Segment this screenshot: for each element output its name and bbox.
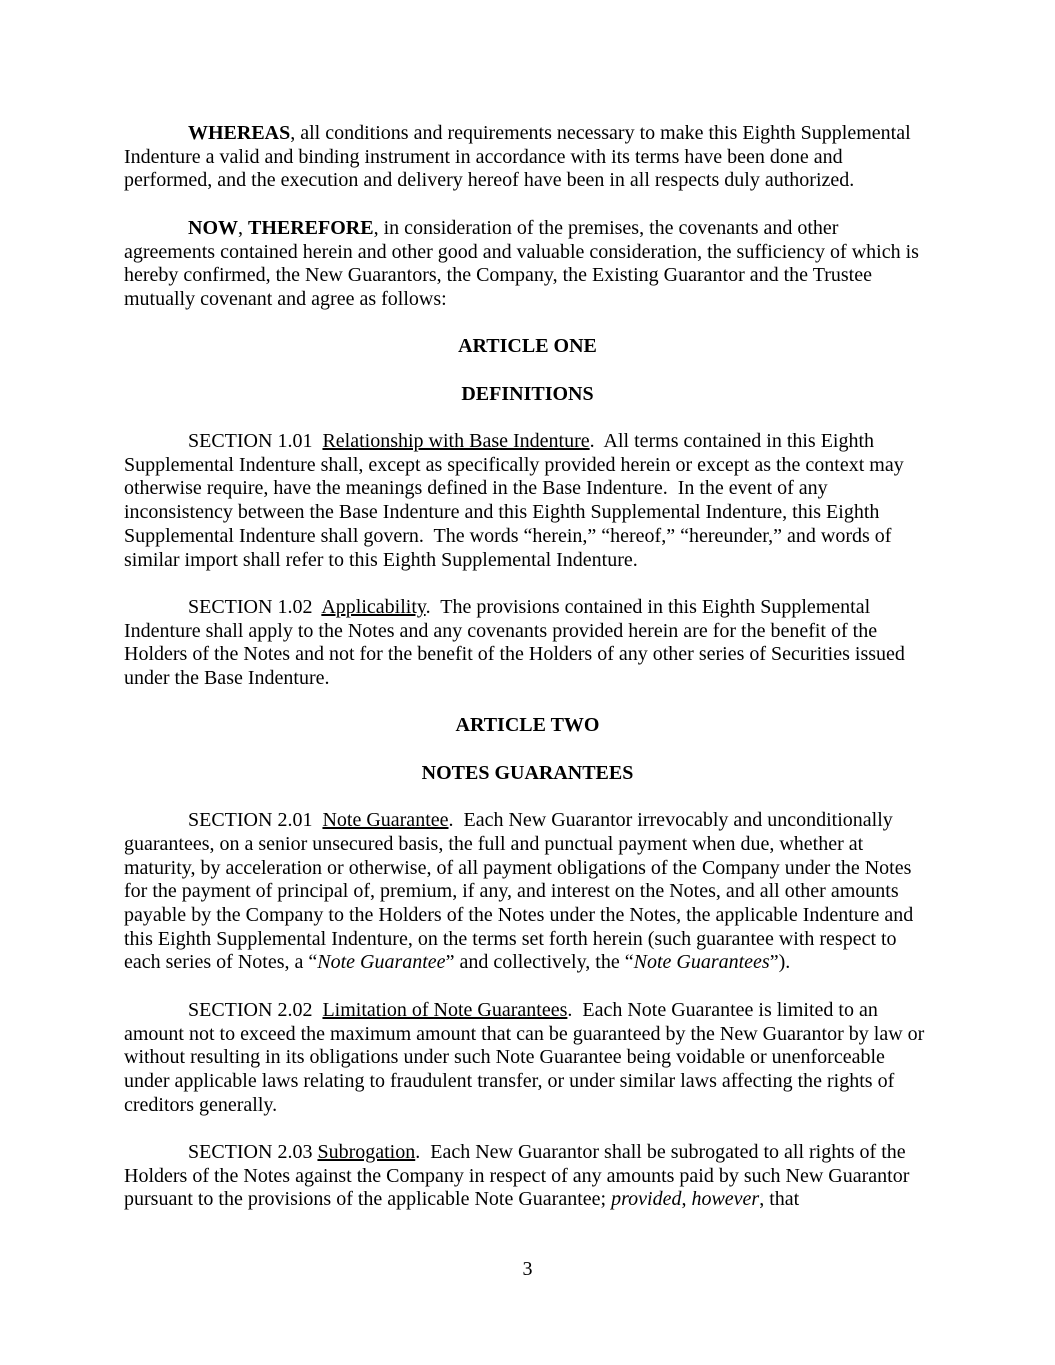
text-run: provided (611, 1188, 682, 1211)
text-run: ARTICLE ONE (458, 335, 597, 358)
text-run: Note Guarantees (633, 951, 770, 974)
text-run: , in consideration of the premises, the covenants and other agreements contained herein and other good and valuable consideration, the sufficiency of which is hereby confirmed, the New Guarantors, the Company, the Existing Guarantor and the Trustee mutually covenant and agree as follows: (124, 216, 924, 310)
para-section-2-02 (124, 999, 931, 1118)
page-number: 3 (522, 1258, 533, 1280)
heading-definitions (124, 383, 931, 407)
para-section-2-03 (124, 1141, 931, 1212)
text-run: Subrogation (317, 1141, 416, 1164)
document-body (124, 122, 931, 1212)
text-run: Limitation of Note Guarantees (322, 998, 568, 1021)
text-run: SECTION 2.02 (188, 998, 323, 1021)
heading-article-one (124, 335, 931, 359)
text-run: . Each New Guarantor shall be subrogated to all rights of the Holders of the Notes against the Company in respect of any amounts paid by such New Guarantor pursuant to the provisions of the applicable Note Guarantee; (124, 1141, 915, 1211)
text-run: SECTION 2.01 (188, 809, 323, 832)
text-run: DEFINITIONS (461, 382, 594, 405)
para-now-therefore (124, 217, 931, 312)
text-run: . The provisions contained in this Eighth Supplemental Indenture shall apply to the Notes and any covenants provided herein are for the benefit of the Holders of the Notes and not for the benefit of the Holders of any other series of Securities issued under the Base Indenture. (124, 595, 910, 690)
para-section-2-01 (124, 809, 931, 975)
text-run: , that (759, 1188, 800, 1211)
text-run: Relationship with Base Indenture (322, 430, 590, 453)
para-section-1-01 (124, 430, 931, 572)
text-run: SECTION 1.02 (188, 595, 322, 618)
text-run: however (691, 1188, 760, 1211)
text-run: SECTION 1.01 (188, 430, 323, 453)
text-run: ARTICLE TWO (455, 714, 600, 737)
text-run: THEREFORE (248, 216, 374, 239)
text-run: . Each New Guarantor irrevocably and unconditionally guarantees, on a senior unsecured basis, the full and punctual payment when due, whether at maturity, by acceleration or otherwise, of all payment obligations of the Company under the Notes for the payment of principal of, premium, if any, and interest on the Notes, and all other amounts payable by the Company to the Holders of the Notes under the Notes, the applicable Indenture and this Eighth Supplemental Indenture, on the terms set forth herein (such guarantee with respect to each series of Notes, a “ (124, 809, 919, 974)
text-run: SECTION 2.03 (188, 1141, 318, 1164)
text-run: , all conditions and requirements necessary to make this Eighth Supplemental Indenture a valid and binding instrument in accordance with its terms have been done and performed, and the execution and delivery hereof have been in all respects duly authorized. (124, 122, 916, 192)
heading-notes-guarantees (124, 762, 931, 786)
text-run: , (681, 1188, 692, 1211)
text-run: ”). (769, 951, 791, 974)
text-run: NOTES GUARANTEES (421, 761, 634, 784)
text-run: , (238, 216, 248, 239)
text-run: Note Guarantee (317, 951, 446, 974)
text-run: WHEREAS (188, 122, 291, 144)
text-run: NOW (188, 216, 238, 239)
heading-article-two (124, 714, 931, 738)
para-section-1-02 (124, 596, 931, 691)
text-run: Note Guarantee (322, 809, 449, 832)
text-run: . All terms contained in this Eighth Supplemental Indenture shall, except as specifically provided herein or except as the context may otherwise require, have the meanings defined in the Base Indenture. In the event of any inconsistency between the Base Indenture and this Eighth Supplemental Indenture, this Eighth Supplemental Indenture shall govern. The words “herein,” “hereof,” “hereunder,” and words of similar import shall refer to this Eighth Supplemental Indenture. (124, 430, 909, 571)
text-run: Applicability (321, 595, 426, 618)
para-whereas (124, 122, 931, 193)
page-footer (0, 1258, 1055, 1282)
text-run: . Each Note Guarantee is limited to an amount not to exceed the maximum amount that can be guaranteed by the New Guarantor by law or without resulting in its obligations under such Note Guarantee being voidable or unenforceable under applicable laws relating to fraudulent transfer, or under similar laws affecting the rights of creditors generally. (124, 998, 930, 1116)
text-run: ” and collectively, the “ (445, 951, 634, 974)
